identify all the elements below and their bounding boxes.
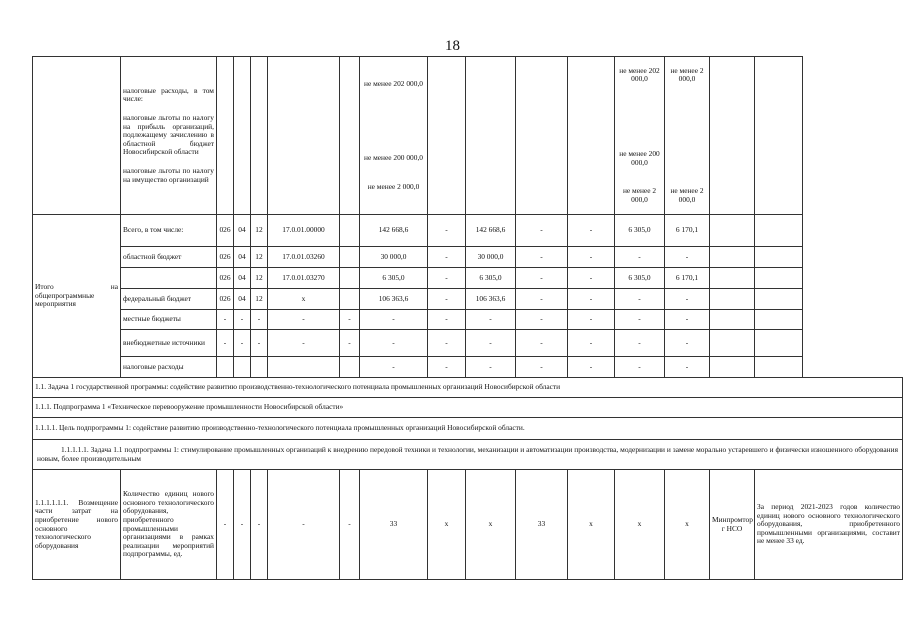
page-number: 18 (445, 38, 460, 54)
cell: - (568, 310, 615, 330)
cell: - (251, 470, 268, 580)
cell: - (516, 310, 568, 330)
cell: - (466, 330, 516, 357)
cell: x (568, 470, 615, 580)
cell: - (568, 330, 615, 357)
cell: - (516, 268, 568, 289)
cell: - (615, 357, 665, 378)
cell: - (665, 330, 710, 357)
tax-label-profit: налоговые льготы по налогу на прибыль организаций, подлежащему зачислению в областной бюджет Новосибирской области (123, 113, 214, 157)
tax-value-2022-profit: не менее 200 000,0 (619, 148, 660, 167)
tax-values-total (360, 57, 428, 215)
heading-row (33, 378, 903, 398)
cell: - (340, 310, 360, 330)
cell: - (615, 289, 665, 310)
tax-labels (121, 57, 217, 215)
cell: - (428, 268, 466, 289)
task-heading: 1.1. Задача 1 государственной программы: содействие развитию производственно-технологического потенциала промышленных организаций Новосибирской области (33, 378, 903, 398)
cell: - (615, 330, 665, 357)
cell: 04 (234, 215, 251, 247)
cell: - (568, 247, 615, 268)
cell: 17.0.01.03270 (268, 268, 340, 289)
cell: - (268, 310, 340, 330)
tax-value-2022-property: не менее 2 000,0 (622, 186, 657, 204)
cell: 30 000,0 (360, 247, 428, 268)
heading-row (33, 398, 903, 418)
cell: 6 170,1 (665, 268, 710, 289)
cell (340, 357, 360, 378)
cell: 04 (234, 289, 251, 310)
cell: - (665, 357, 710, 378)
measure-indicator: Количество единиц нового основного технологического оборудования, приобретенного промышленными организациями в рамках реализации мероприятий подпрограммы, ед. (121, 470, 217, 580)
cell: 026 (217, 268, 234, 289)
cell: 17.0.01.03260 (268, 247, 340, 268)
tax-label-property: налоговые льготы по налогу на имущество организаций (123, 165, 214, 184)
cell: - (234, 470, 251, 580)
cell: x (268, 289, 340, 310)
itogo-name: Итого на общепрограммные мероприятия (33, 215, 121, 378)
itogo-row (33, 247, 903, 268)
cell: - (360, 330, 428, 357)
cell (340, 268, 360, 289)
itogo-row-label: областной бюджет (121, 247, 217, 268)
cell: 30 000,0 (466, 247, 516, 268)
measure-result: За период 2021-2023 годов количество единиц нового основного технологического оборудования, приобретенного промышленными организациями, составит не менее 33 ед. (755, 470, 903, 580)
cell: - (615, 247, 665, 268)
itogo-row (33, 268, 903, 289)
cell: - (516, 215, 568, 247)
itogo-row (33, 310, 903, 330)
program-table (32, 56, 903, 580)
tax-values-2023 (665, 57, 710, 215)
cell: 106 363,6 (360, 289, 428, 310)
cell: - (234, 310, 251, 330)
cell: - (251, 330, 268, 357)
itogo-row-label: федеральный бюджет (121, 289, 217, 310)
empty-cell (33, 57, 121, 215)
cell: x (466, 470, 516, 580)
cell: - (516, 247, 568, 268)
itogo-row (33, 357, 903, 378)
cell: - (234, 330, 251, 357)
cell: - (615, 310, 665, 330)
cell: - (568, 268, 615, 289)
tax-label-total: налоговые расходы, в том числе: (123, 85, 214, 104)
cell: - (516, 330, 568, 357)
measure-row (33, 470, 903, 580)
cell: x (428, 470, 466, 580)
heading-row (33, 418, 903, 440)
cell: - (428, 330, 466, 357)
cell: - (428, 310, 466, 330)
cell: x (615, 470, 665, 580)
itogo-row (33, 215, 903, 247)
cell: - (466, 357, 516, 378)
cell: 04 (234, 268, 251, 289)
cell: - (428, 247, 466, 268)
cell: - (516, 357, 568, 378)
cell: 142 668,6 (360, 215, 428, 247)
cell: - (466, 310, 516, 330)
cell: - (217, 330, 234, 357)
measure-name: 1.1.1.1.1.1. Возмещение части затрат на приобретение нового основного технологического оборудования (33, 470, 121, 580)
subtask-heading: 1.1.1.1.1. Задача 1.1 подпрограммы 1: стимулирование промышленных организаций к внедрению передовой техники и технологии, механизации и автоматизации производства, модернизации и замене морально устаревшего и физически изношенного оборудования новым, более производительным (33, 440, 903, 470)
cell: 12 (251, 268, 268, 289)
cell (251, 357, 268, 378)
cell: 12 (251, 247, 268, 268)
cell (340, 247, 360, 268)
itogo-row-label: Всего, в том числе: (121, 215, 217, 247)
cell: - (360, 310, 428, 330)
tax-value-2022-total: не менее 202 000,0 (619, 65, 660, 84)
cell: 142 668,6 (466, 215, 516, 247)
tax-value-profit: не менее 200 000,0 (364, 153, 423, 163)
cell (340, 215, 360, 247)
itogo-row (33, 289, 903, 310)
cell: 6 305,0 (360, 268, 428, 289)
cell: - (665, 247, 710, 268)
cell: - (268, 330, 340, 357)
cell: - (340, 470, 360, 580)
itogo-row-label (121, 268, 217, 289)
cell (268, 357, 340, 378)
cell: 04 (234, 247, 251, 268)
cell: - (665, 310, 710, 330)
cell: 33 (360, 470, 428, 580)
subprogram-heading: 1.1.1. Подпрограмма 1 «Техническое перевооружение промышленности Новосибирской области» (33, 398, 903, 418)
cell (234, 357, 251, 378)
cell: 33 (516, 470, 568, 580)
tax-value-2023-total: не менее 2 000,0 (670, 65, 704, 84)
cell: 6 170,1 (665, 215, 710, 247)
cell (217, 357, 234, 378)
cell: 6 305,0 (615, 215, 665, 247)
cell: - (428, 289, 466, 310)
tax-value-2023-property: не менее 2 000,0 (670, 186, 704, 204)
cell: x (665, 470, 710, 580)
itogo-row-label: налоговые расходы (121, 357, 217, 378)
tax-values-2022 (615, 57, 665, 215)
cell: - (665, 289, 710, 310)
cell: - (360, 357, 428, 378)
measure-executor: Минпромтор г НСО (710, 470, 755, 580)
itogo-row-label: внебюджетные источники (121, 330, 217, 357)
cell: - (568, 215, 615, 247)
cell: 026 (217, 247, 234, 268)
cell: - (251, 310, 268, 330)
cell: 106 363,6 (466, 289, 516, 310)
cell: 6 305,0 (615, 268, 665, 289)
heading-row (33, 440, 903, 470)
cell: - (340, 330, 360, 357)
cell: 12 (251, 215, 268, 247)
cell: - (516, 289, 568, 310)
tax-row (33, 57, 903, 215)
cell: - (217, 310, 234, 330)
cell: 026 (217, 215, 234, 247)
cell: - (568, 289, 615, 310)
itogo-row (33, 330, 903, 357)
tax-value-property: не менее 2 000,0 (367, 181, 420, 191)
cell: 17.0.01.00000 (268, 215, 340, 247)
itogo-row-label: местные бюджеты (121, 310, 217, 330)
cell: 026 (217, 289, 234, 310)
cell: - (428, 357, 466, 378)
cell: - (568, 357, 615, 378)
cell: - (268, 470, 340, 580)
tax-value-total: не менее 202 000,0 (364, 78, 423, 88)
cell: 12 (251, 289, 268, 310)
cell (340, 289, 360, 310)
cell: - (428, 215, 466, 247)
goal-heading: 1.1.1.1. Цель подпрограммы 1: содействие развитию производственно-технологического потенциала промышленных организаций Новосибирской области. (33, 418, 903, 440)
cell: 6 305,0 (466, 268, 516, 289)
cell: - (217, 470, 234, 580)
